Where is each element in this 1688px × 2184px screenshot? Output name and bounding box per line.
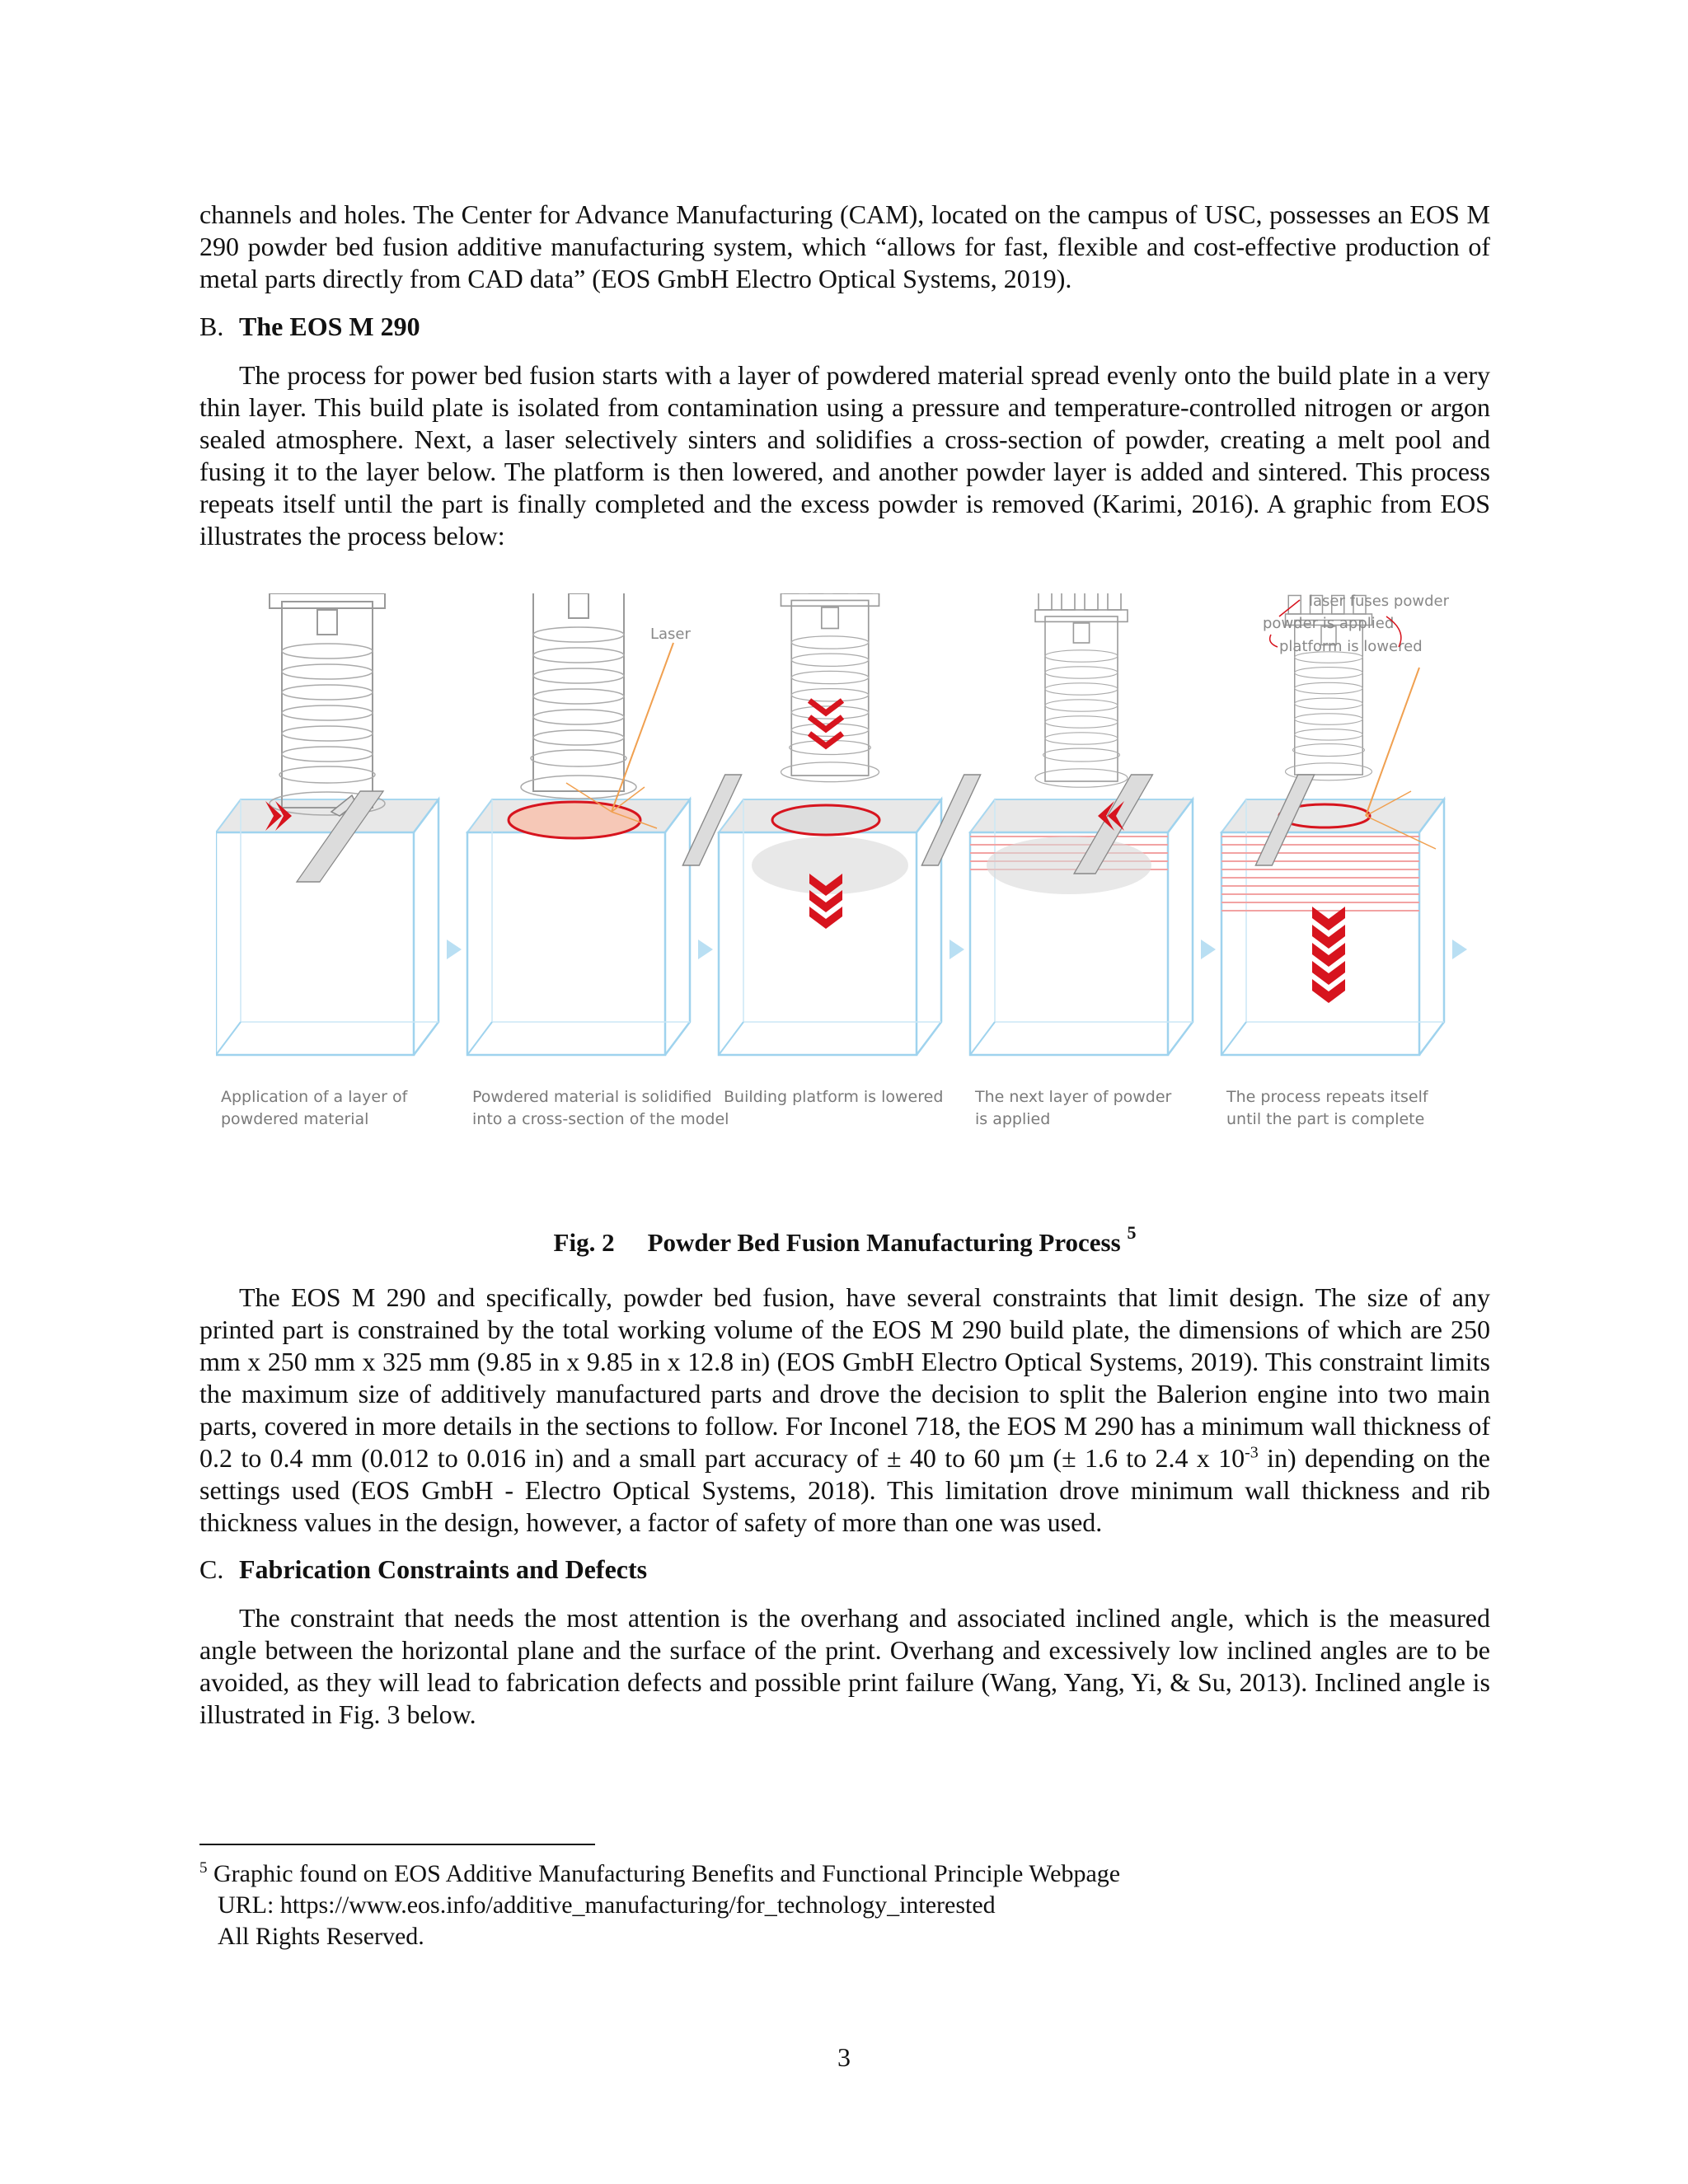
cycle-label-3: platform is lowered xyxy=(1279,638,1423,655)
process-block xyxy=(199,359,1490,552)
step-2-label-line2: into a cross-section of the model xyxy=(472,1110,729,1128)
section-title: The EOS M 290 xyxy=(239,312,420,341)
overhang-paragraph: The constraint that needs the most attention is the overhang and associated inclined angle, which is the measured angle between the horizontal plane and the surface of the print. Overhang and excessively low inclined angles are to be avoided, as they will lead to fabrication defects and possible print failure (Wang, Yang, Yi, & Su, 2013). Inclined angle is illustrated in Fig. 3 below. xyxy=(199,1603,1490,1729)
section-heading-b xyxy=(199,311,420,343)
section-title: Fabrication Constraints and Defects xyxy=(239,1554,648,1584)
step-5-label-line2: until the part is complete xyxy=(1226,1110,1425,1128)
step-5-label-line1: The process repeats itself xyxy=(1226,1088,1428,1106)
step-1-label-line1: Application of a layer of xyxy=(221,1088,408,1106)
transition-arrow xyxy=(447,940,462,959)
footnote-marker: 5 xyxy=(199,1859,208,1877)
transition-arrow xyxy=(698,940,713,959)
step-3-label-line1: Building platform is lowered xyxy=(724,1088,944,1106)
laser-label: Laser xyxy=(650,626,691,643)
footnote-url[interactable]: URL: https://www.eos.info/additive_manufacturing/for_technology_interested xyxy=(218,1891,996,1919)
footnote xyxy=(199,1858,1436,1952)
step-4-label-line2: is applied xyxy=(975,1110,1051,1128)
section-letter: B. xyxy=(199,312,224,341)
process-paragraph: The process for power bed fusion starts with a layer of powdered material spread evenly onto the build plate in a very thin layer. This build plate is isolated from contamination using a pressure and temperature-controlled nitrogen or argon sealed atmosphere. Next, a laser selectively sinters and solidifies a cross-section of powder, creating a melt pool and fusing it to the layer below. The platform is then lowered, and another powder layer is added and sintered. This process repeats itself until the part is finally completed and the excess powder is removed (Karimi, 2016). A graphic from EOS illustrates the process below: xyxy=(199,360,1490,551)
transition-arrow xyxy=(1452,940,1467,959)
exponent: -3 xyxy=(1245,1443,1259,1462)
step-3-panel xyxy=(719,593,981,1055)
figure-number: Fig. 2 xyxy=(553,1228,615,1257)
constraints-text-a: The EOS M 290 and specifically, powder bed fusion, have several constraints that limit design. The size of any printed part is constrained by the total working volume of the EOS M 290 build plate, the dimensions of which are 250 mm x 250 mm x 325 mm (9.85 in x 9.85 in x 12.8 in) (EOS GmbH Electro Optical Systems, 2019). This constraint limits the maximum size of additively manufactured parts and drove the decision to split the Balerion engine into two main parts, covered in more details in the sections to follow. For Inconel 718, the EOS M 290 has a minimum wall thickness of 0.2 to 0.4 mm (0.012 to 0.016 in) and a small part accuracy of ± 40 to 60 µm (± 1.6 to 2.4 x 10 xyxy=(199,1282,1490,1473)
section-heading-c xyxy=(199,1554,647,1586)
figure-title: Powder Bed Fusion Manufacturing Process xyxy=(647,1228,1121,1257)
step-4-panel xyxy=(970,593,1193,1055)
footnote-rule xyxy=(199,1844,595,1845)
powder-bed-fusion-figure xyxy=(216,593,1485,1154)
footnote-text-1: Graphic found on EOS Additive Manufacturing Benefits and Functional Principle Webpage xyxy=(213,1860,1121,1887)
overhang-block xyxy=(199,1602,1490,1731)
intro-paragraph: channels and holes. The Center for Advance Manufacturing (CAM), located on the campus of USC, possesses an EOS M 290 powder bed fusion additive manufacturing system, which “allows for fast, flexible and cost-effective production of metal parts directly from CAD data” (EOS GmbH Electro Optical Systems, 2019). xyxy=(199,199,1490,293)
step-2-label-line1: Powdered material is solidified xyxy=(472,1088,712,1106)
transition-arrow xyxy=(1201,940,1216,959)
process-illustration xyxy=(216,593,1485,1154)
transition-arrow xyxy=(950,940,964,959)
step-4-label-line1: The next layer of powder xyxy=(975,1088,1172,1106)
cycle-label-1: laser fuses powder xyxy=(1309,593,1449,610)
section-letter: C. xyxy=(199,1554,224,1584)
intro-block xyxy=(199,199,1490,295)
step-1-label-line2: powdered material xyxy=(221,1110,369,1128)
footnote-reference[interactable]: 5 xyxy=(1127,1221,1137,1243)
step-1-panel xyxy=(216,593,438,1055)
constraints-text-b: in) depending on the settings used (EOS GmbH - Electro Optical Systems, 2018). This limitation drove minimum wall thickness and rib thickness values in the design, however, a factor of safety of more than one was used. xyxy=(199,1443,1491,1537)
footnote-line-1 xyxy=(199,1858,1436,1890)
footnote-rights: All Rights Reserved. xyxy=(218,1923,424,1950)
figure-caption xyxy=(199,1221,1490,1259)
page-number: 3 xyxy=(837,2042,851,2072)
cycle-label-2: powder is applied xyxy=(1263,615,1395,632)
step-5-panel xyxy=(1221,593,1450,1055)
constraints-paragraph xyxy=(199,1282,1490,1539)
step-2-panel xyxy=(467,593,742,1055)
constraints-block xyxy=(199,1282,1490,1539)
